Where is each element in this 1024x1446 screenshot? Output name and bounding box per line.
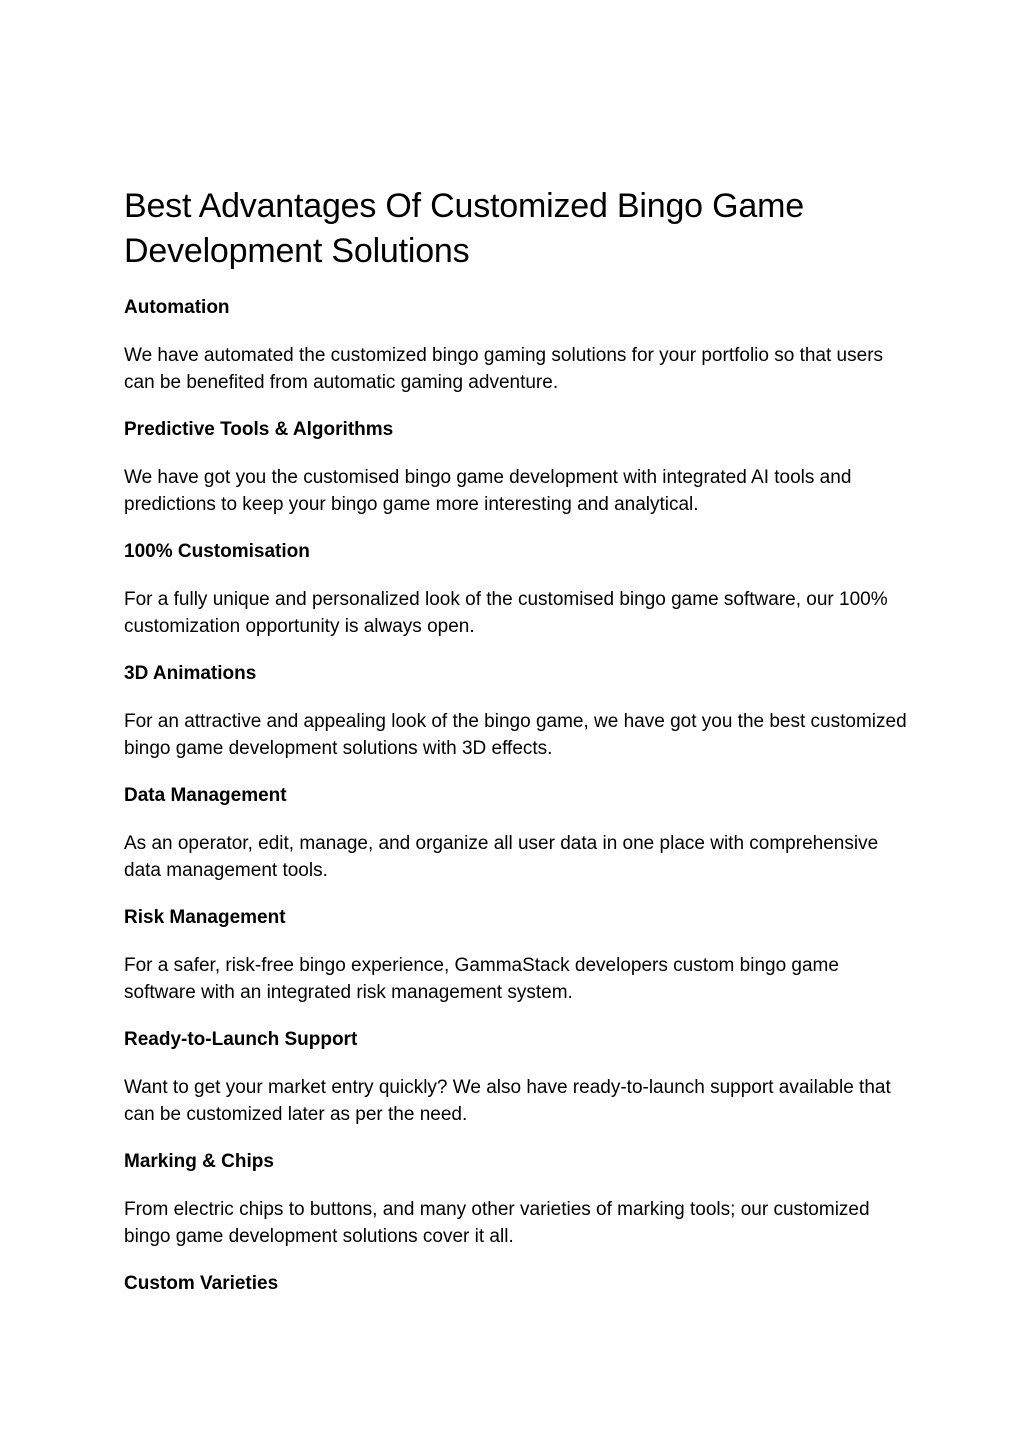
section-body: We have automated the customized bingo gaming solutions for your portfolio so that users can be benefited from automatic gaming adventure. — [124, 345, 884, 393]
section-body: From electric chips to buttons, and many other varieties of marking tools; our customized bingo game development solutions cover it all. — [124, 1199, 870, 1247]
section-ready-to-launch — [124, 1028, 914, 1128]
section-heading: Data Management — [124, 785, 287, 806]
section-heading: Ready-to-Launch Support — [124, 1029, 358, 1050]
section-heading: Automation — [124, 297, 230, 318]
document-title: Best Advantages Of Customized Bingo Game Development Solutions — [124, 187, 804, 270]
section-body: For a safer, risk-free bingo experience, GammaStack developers custom bingo game software with an integrated risk management system. — [124, 955, 839, 1003]
section-body: We have got you the customised bingo game development with integrated AI tools and predictions to keep your bingo game more interesting and analytical. — [124, 467, 852, 515]
section-heading: Risk Management — [124, 907, 286, 928]
section-customisation — [124, 540, 914, 640]
section-body: Want to get your market entry quickly? We also have ready-to-launch support available that can be customized later as per the need. — [124, 1077, 891, 1125]
section-body: For a fully unique and personalized look of the customised bingo game software, our 100% customization opportunity is always open. — [124, 589, 888, 637]
section-heading: 100% Customisation — [124, 541, 310, 562]
section-custom-varieties — [124, 1272, 914, 1296]
section-heading: Predictive Tools & Algorithms — [124, 419, 394, 440]
section-heading: 3D Animations — [124, 663, 257, 684]
document-page — [124, 184, 914, 1296]
section-body: As an operator, edit, manage, and organize all user data in one place with comprehensive data management tools. — [124, 833, 879, 881]
section-predictive-tools — [124, 418, 914, 518]
section-body: For an attractive and appealing look of the bingo game, we have got you the best customized bingo game development solutions with 3D effects. — [124, 711, 907, 759]
section-heading: Marking & Chips — [124, 1151, 274, 1172]
section-automation — [124, 296, 914, 396]
section-3d-animations — [124, 662, 914, 762]
section-risk-management — [124, 906, 914, 1006]
section-marking-chips — [124, 1150, 914, 1250]
section-heading: Custom Varieties — [124, 1273, 279, 1294]
section-data-management — [124, 784, 914, 884]
